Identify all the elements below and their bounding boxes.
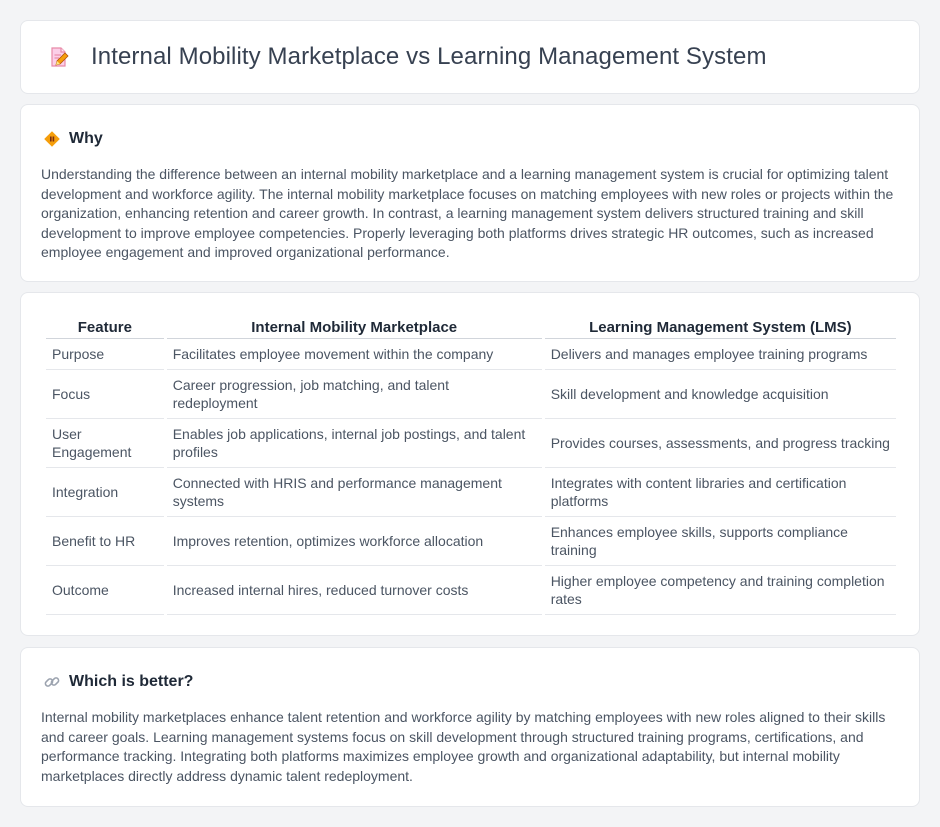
table-cell: Enables job applications, internal job postings, and talent profiles: [167, 419, 542, 468]
table-row: [46, 468, 896, 517]
table-cell: Provides courses, assessments, and progress tracking: [545, 419, 896, 468]
table-cell: Skill development and knowledge acquisition: [545, 370, 896, 419]
why-section: [20, 104, 920, 282]
comparison-card: [20, 292, 920, 636]
table-cell: Integrates with content libraries and certification platforms: [545, 468, 896, 517]
table-row: [46, 517, 896, 566]
header-internal-mobility: Internal Mobility Marketplace: [167, 315, 542, 339]
why-title: Why: [69, 129, 103, 147]
table-cell: Higher employee competency and training completion rates: [545, 566, 896, 615]
table-cell: Integration: [46, 468, 164, 517]
why-text: Understanding the difference between an internal mobility marketplace and a learning management system is crucial for optimizing talent development and workforce agility. The internal mobility marketplace focuses on matching employees with new roles or projects within the organization, enhancing retention and career growth. In contrast, a learning management system delivers structured training and skill development to improve employee competencies. Properly leveraging both platforms drives strategic HR outcomes, such as increased employee engagement and improved organizational performance.: [41, 166, 894, 260]
diamond-warning-icon: [43, 130, 61, 148]
table-row: [46, 370, 896, 419]
table-cell: Purpose: [46, 339, 164, 370]
title-card: [20, 20, 920, 94]
table-cell: Connected with HRIS and performance management systems: [167, 468, 542, 517]
page-title: Internal Mobility Marketplace vs Learning Management System: [91, 43, 767, 70]
table-cell: Facilitates employee movement within the company: [167, 339, 542, 370]
table-cell: Outcome: [46, 566, 164, 615]
which-better-section: [20, 647, 920, 807]
table-cell: Focus: [46, 370, 164, 419]
which-better-text: Internal mobility marketplaces enhance talent retention and workforce agility by matching employees with new roles aligned to their skills and career goals. Learning management systems focus on skill development through structured training programs, certifications, and performance tracking. Integrating both platforms maximizes employee growth and organizational adaptability, but internal mobility marketplaces directly address dynamic talent redeployment.: [41, 709, 886, 784]
table-cell: Increased internal hires, reduced turnover costs: [167, 566, 542, 615]
which-better-title: Which is better?: [69, 672, 194, 690]
table-row: [46, 566, 896, 615]
table-cell: Enhances employee skills, supports compliance training: [545, 517, 896, 566]
table-header-row: [46, 315, 896, 339]
comparison-table: [43, 315, 899, 615]
table-cell: Delivers and manages employee training programs: [545, 339, 896, 370]
table-row: [46, 339, 896, 370]
table-cell: Career progression, job matching, and talent redeployment: [167, 370, 542, 419]
table-cell: User Engagement: [46, 419, 164, 468]
header-lms: Learning Management System (LMS): [545, 315, 896, 339]
table-row: [46, 419, 896, 468]
header-feature: Feature: [46, 315, 164, 339]
document-pencil-icon: [47, 45, 71, 69]
table-cell: Benefit to HR: [46, 517, 164, 566]
link-icon: [43, 673, 61, 691]
table-cell: Improves retention, optimizes workforce allocation: [167, 517, 542, 566]
